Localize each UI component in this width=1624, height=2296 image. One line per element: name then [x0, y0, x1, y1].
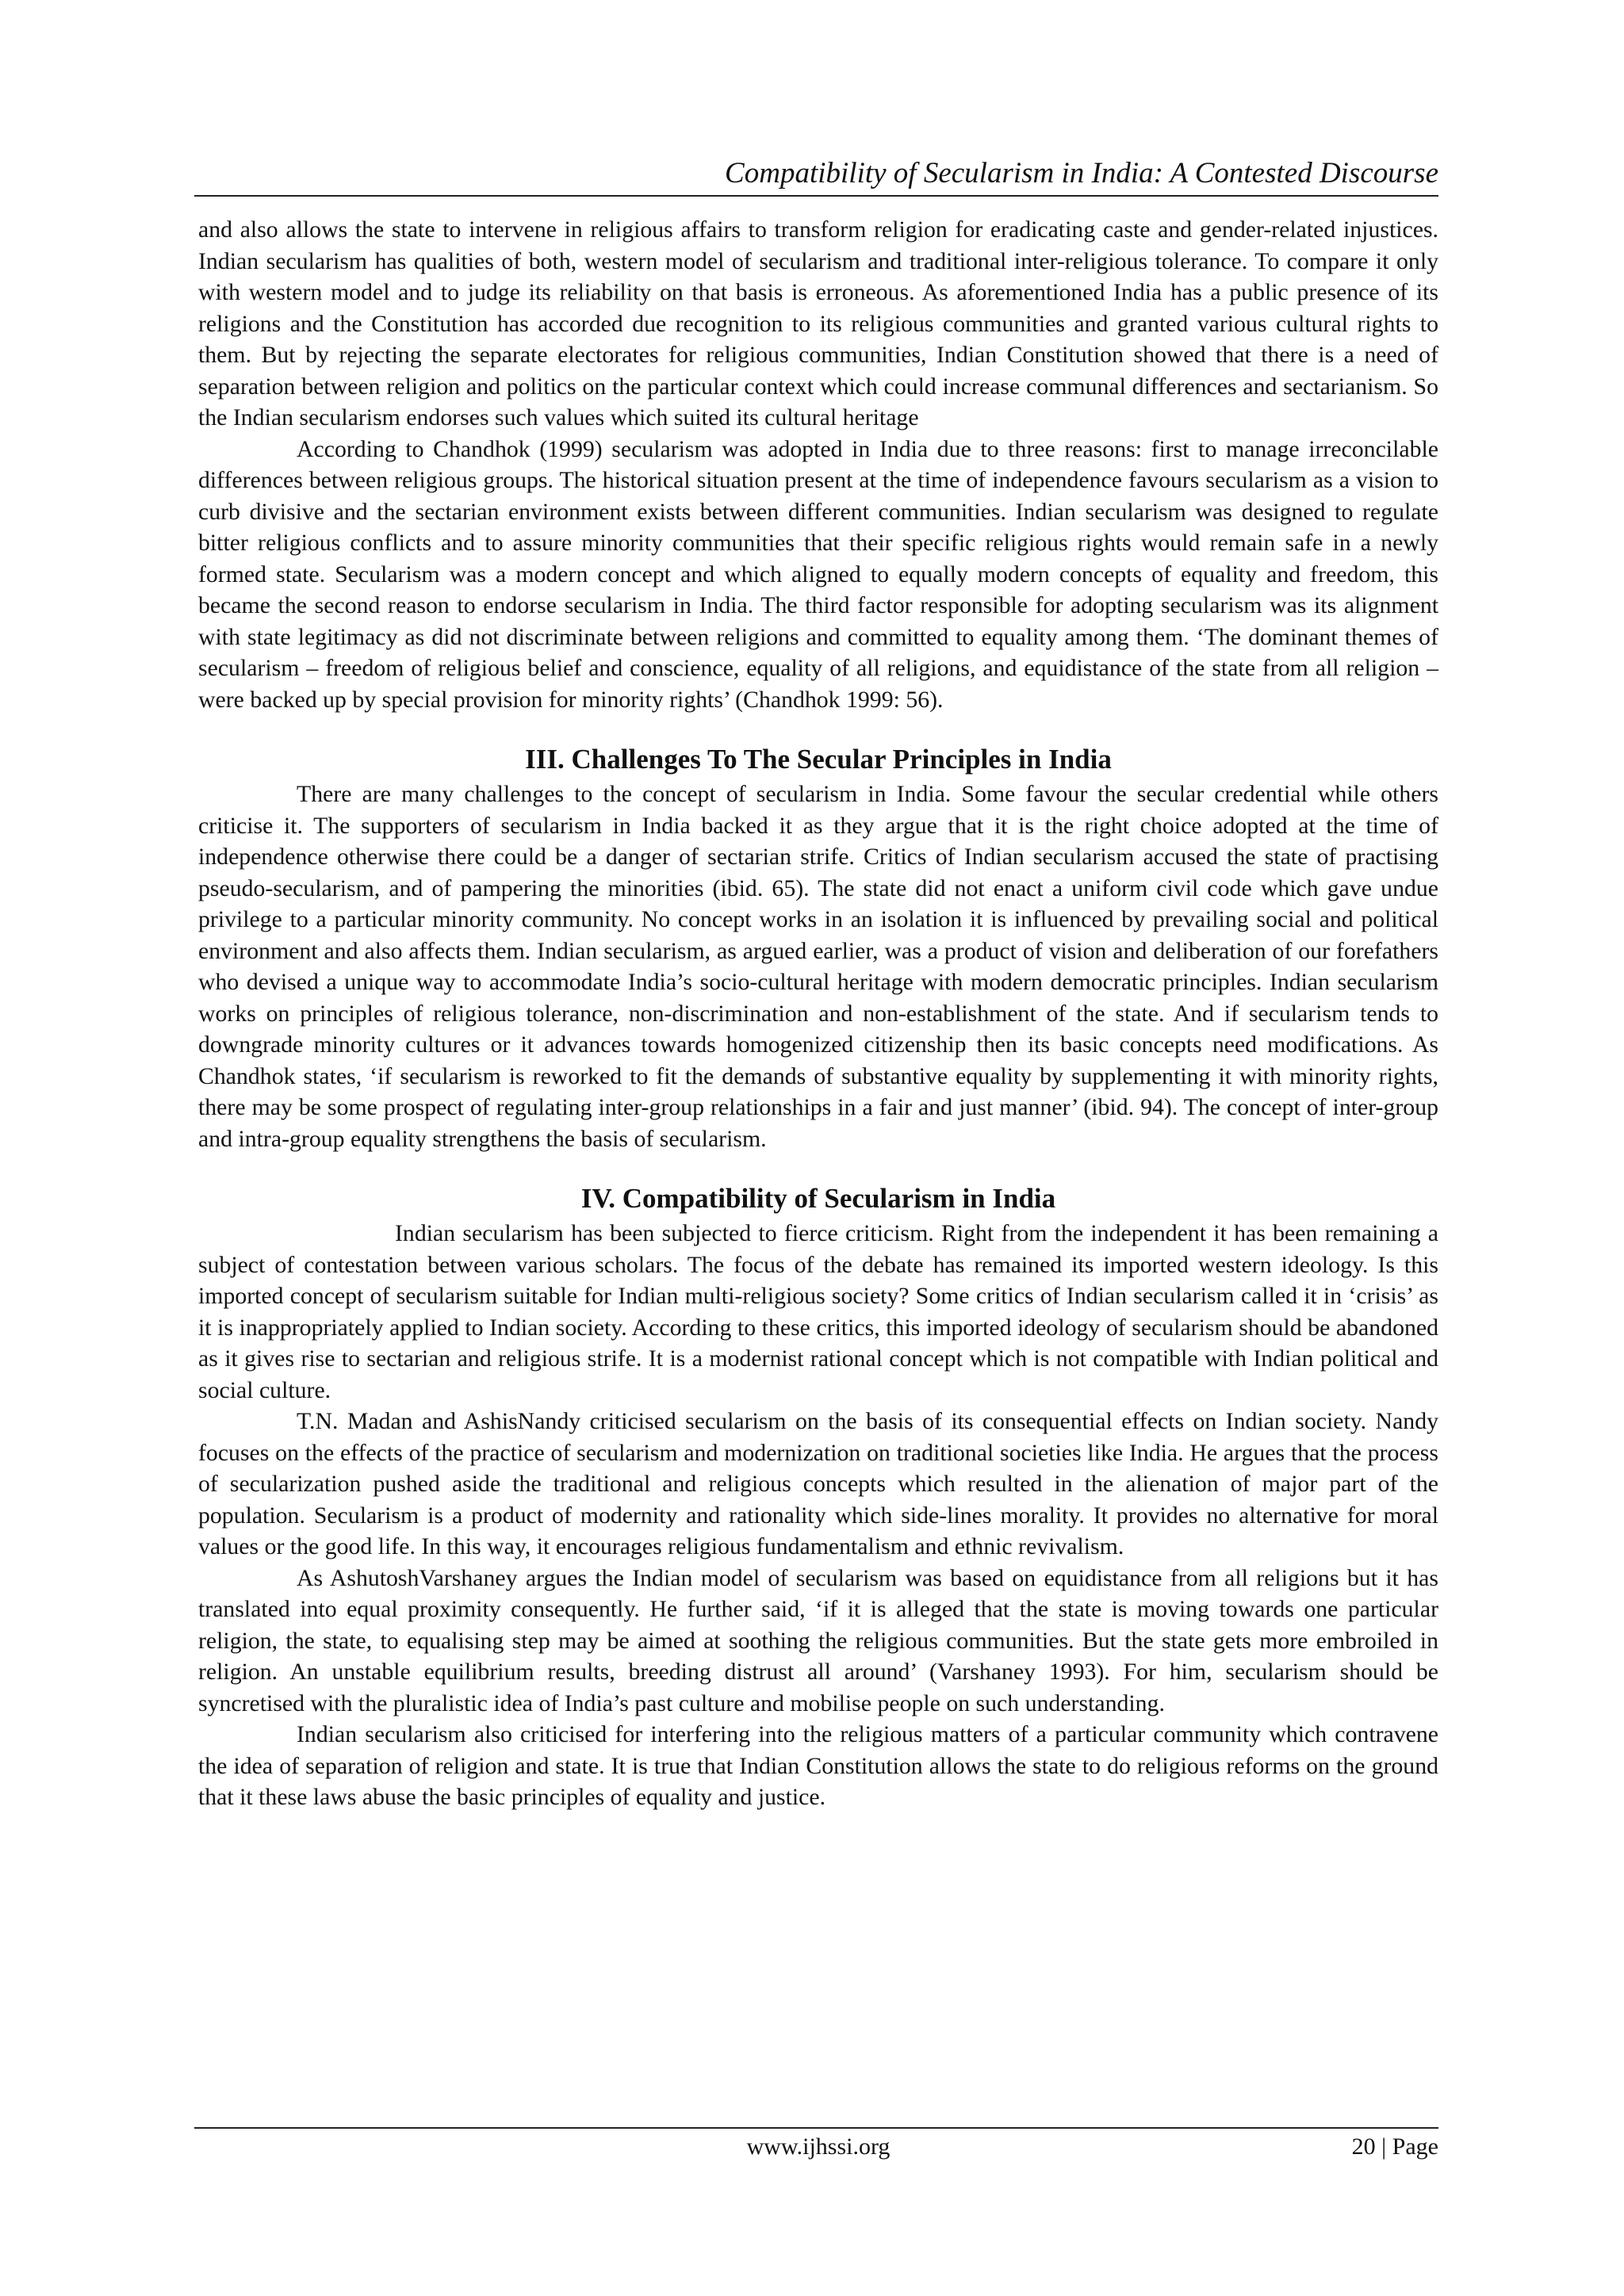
footer-url: www.ijhssi.org [746, 2133, 891, 2160]
paragraph-7: Indian secularism also criticised for interfering into the religious matters of a particular community which contravene the idea of separation of religion and state. It is true that Indian Constitution allows the state to do religious reforms on the ground that it these laws abuse the basic principles of equality and justice. [198, 1721, 1438, 1810]
paragraph-4: Indian secularism has been subjected to fierce criticism. Right from the independent it has been remaining a subject of contestation between various scholars. The focus of the debate has remained its imported western ideology. Is this imported concept of secularism suitable for Indian multi-religious society? Some critics of Indian secularism called it in ‘crisis’ as it is inappropriately applied to Indian society. According to these critics, this imported ideology of secularism should be abandoned as it gives rise to sectarian and religious strife. It is a modernist rational concept which is not compatible with Indian political and social culture. [198, 1220, 1438, 1403]
section-heading-iii: III. Challenges To The Secular Principles in India [525, 744, 1112, 775]
footer-rule [194, 2127, 1438, 2129]
paragraph-2: According to Chandhok (1999) secularism was adopted in India due to three reasons: first to manage irreconcilable differences between religious groups. The historical situation present at the time of independence favours secularism as a vision to curb divisive and the sectarian environment exists between different communities. Indian secularism was designed to regulate bitter religious conflicts and to assure minority communities that their specific religious rights would remain safe in a newly formed state. Secularism was a modern concept and which aligned to equally modern concepts of equality and freedom, this became the second reason to endorse secularism in India. The third factor responsible for adopting secularism was its alignment with state legitimacy as did not discriminate between religions and committed to equality among them. ‘The dominant themes of secularism – freedom of religious belief and conscience, equality of all religions, and equidistance of the state from all religion – were backed up by special provision for minority rights’ (Chandhok 1999: 56). [198, 435, 1438, 713]
paragraph-3: There are many challenges to the concept of secularism in India. Some favour the secular credential while others criticise it. The supporters of secularism in India backed it as they argue that it is the right choice adopted at the time of independence otherwise there could be a danger of sectarian strife. Critics of Indian secularism accused the state of practising pseudo-secularism, and of pampering the minorities (ibid. 65). The state did not enact a uniform civil code which gave undue privilege to a particular minority community. No concept works in an isolation it is influenced by prevailing social and political environment and also affects them. Indian secularism, as argued earlier, was a product of vision and deliberation of our forefathers who devised a unique way to accommodate India’s socio-cultural heritage with modern democratic principles. Indian secularism works on principles of religious tolerance, non-discrimination and non-establishment of the state. And if secularism tends to downgrade minority cultures or it advances towards homogenized citizenship then its basic concepts need modifications. As Chandhok states, ‘if secularism is reworked to fit the demands of substantive equality by supplementing it with minority rights, there may be some prospect of regulating inter-group relationships in a fair and just manner’ (ibid. 94). The concept of inter-group and intra-group equality strengthens the basis of secularism. [198, 781, 1438, 1152]
paragraph-1: and also allows the state to intervene in religious affairs to transform religion for eradicating caste and gender-related injustices. Indian secularism has qualities of both, western model of secularism and traditional inter-religious tolerance. To compare it only with western model and to judge its reliability on that basis is erroneous. As aforementioned India has a public presence of its religions and the Constitution has accorded due recognition to its religious communities and granted various cultural rights to them. But by rejecting the separate electorates for religious communities, Indian Constitution showed that there is a need of separation between religion and politics on the particular context which could increase communal differences and sectarianism. So the Indian secularism endorses such values which suited its cultural heritage [198, 216, 1438, 430]
paragraph-5: T.N. Madan and AshisNandy criticised secularism on the basis of its consequential effects on Indian society. Nandy focuses on the effects of the practice of secularism and modernization on traditional societies like India. He argues that the process of secularization pushed aside the traditional and religious concepts which resulted in the alienation of major part of the population. Secularism is a product of modernity and rationality which side-lines morality. It provides no alternative for moral values or the good life. In this way, it encourages religious fundamentalism and ethnic revivalism. [198, 1408, 1438, 1559]
paragraph-6: As AshutoshVarshaney argues the Indian model of secularism was based on equidistance from all religions but it has translated into equal proximity consequently. He further said, ‘if it is alleged that the state is moving towards one particular religion, the state, to equalising step may be aimed at soothing the religious communities. But the state gets more embroiled in religion. An unstable equilibrium results, breeding distrust all around’ (Varshaney 1993). For him, secularism should be syncretised with the pluralistic idea of India’s past culture and mobilise people on such understanding. [198, 1564, 1438, 1716]
article-body [198, 214, 1438, 1813]
running-header-title: Compatibility of Secularism in India: A Contested Discourse [725, 157, 1438, 189]
header-rule [194, 195, 1438, 197]
page-number: 20 | Page [1351, 2133, 1438, 2160]
section-heading-iv: IV. Compatibility of Secularism in India [580, 1183, 1056, 1214]
